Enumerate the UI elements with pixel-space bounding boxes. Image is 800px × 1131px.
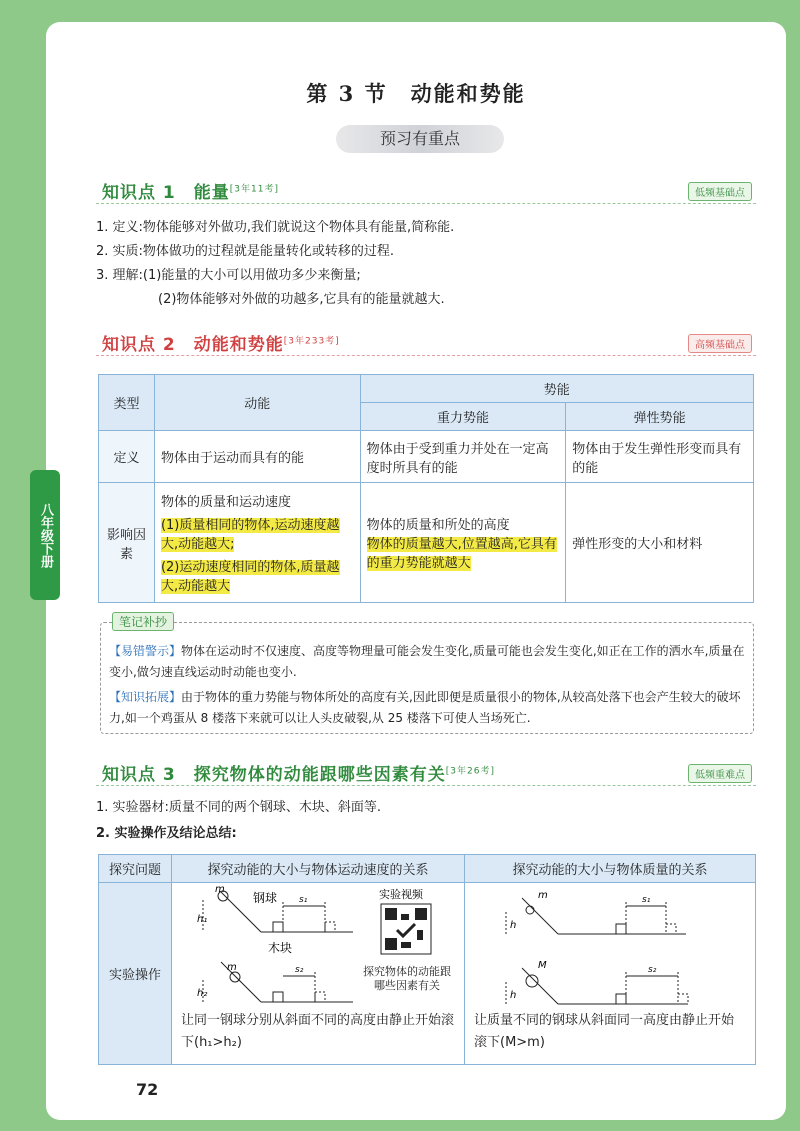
row-definition-label: 定义 — [99, 431, 155, 483]
speed-experiment-cell — [172, 883, 465, 1065]
speed-description: 让同一钢球分别从斜面不同的高度由静止开始滚下(h₁>h₂) — [181, 1013, 455, 1050]
kinetic-factors — [154, 483, 360, 603]
divider — [96, 202, 756, 204]
svg-text:s₁: s₁ — [642, 895, 651, 905]
svg-text:m: m — [227, 962, 237, 973]
energy-types-table — [98, 374, 754, 603]
kp1-exam-count: [3年11考] — [229, 184, 279, 195]
kp2-tag: 高频基础点 — [688, 334, 752, 353]
note-tag: 笔记补抄 — [112, 612, 174, 631]
grade-side-tab[interactable]: 八年级下册 — [30, 470, 60, 600]
elastic-factors: 弹性形变的大小和材料 — [566, 483, 754, 603]
svg-text:m: m — [538, 890, 548, 901]
header-potential: 势能 — [360, 375, 753, 403]
gravity-factors — [360, 483, 566, 603]
svg-text:m: m — [215, 884, 225, 895]
page-number: 72 — [136, 1080, 159, 1099]
svg-text:s₁: s₁ — [299, 895, 308, 905]
kp3-tag: 低频重难点 — [688, 764, 752, 783]
extension-text: 由于物体的重力势能与物体所处的高度有关,因此即便是质量很小的物体,从较高处落下也会产生较大的破坏力,如一个鸡蛋从 8 楼落下来就可以让人头皮破裂,从 25 楼落下可使人当场死亡. — [109, 690, 741, 725]
header-speed: 探究动能的大小与物体运动速度的关系 — [172, 855, 465, 883]
qr-title: 实验视频 — [379, 888, 423, 901]
kp1-header — [96, 176, 756, 202]
header-type: 类型 — [99, 375, 155, 431]
kp3-exam-count: [3年26考] — [445, 766, 495, 777]
gravity-factors-main: 物体的质量和所处的高度 — [366, 518, 510, 533]
ball-label: 钢球 — [253, 891, 278, 905]
qr-caption: 探究物体的动能跟哪些因素有关 — [363, 965, 451, 992]
svg-text:h: h — [510, 920, 517, 931]
kp2-exam-count: [3年233考] — [283, 336, 340, 347]
kp1-line-3: 3. 理解:(1)能量的大小可以用做功多少来衡量; — [96, 268, 361, 283]
gravity-definition: 物体由于受到重力并处在一定高度时所具有的能 — [360, 431, 566, 483]
kp3-line-1: 1. 实验器材:质量不同的两个钢球、木块、斜面等. — [96, 800, 382, 815]
kp1-label: 知识点 1 能量 — [102, 183, 230, 203]
note-box — [100, 622, 754, 734]
kp1-line-1: 1. 定义:物体能够对外做功,我们就说这个物体具有能量,简称能. — [96, 220, 455, 235]
header-gravity-potential: 重力势能 — [360, 403, 566, 431]
divider — [96, 354, 756, 356]
kinetic-factors-main: 物体的质量和运动速度 — [160, 495, 291, 510]
divider — [96, 784, 756, 786]
h1-label: h₁ — [197, 914, 208, 925]
extension-tag: 【知识拓展】 — [109, 690, 182, 704]
kp3-header — [96, 758, 756, 784]
mass-description: 让质量不同的钢球从斜面同一高度由静止开始滚下(M>m) — [474, 1013, 735, 1050]
header-question: 探究问题 — [99, 855, 172, 883]
mistake-warning-tag: 【易错警示】 — [109, 644, 182, 658]
svg-text:h: h — [510, 990, 517, 1001]
experiment-table — [98, 854, 756, 1065]
kp1-tag: 低频基础点 — [688, 182, 752, 201]
header-kinetic: 动能 — [154, 375, 360, 431]
mass-experiment-cell — [465, 883, 756, 1065]
kinetic-factors-2: (2)运动速度相同的物体,质量越大,动能越大 — [160, 560, 340, 594]
kp1-line-4: (2)物体能够对外做的功越多,它具有的能量就越大. — [158, 292, 445, 307]
row-operation-label: 实验操作 — [99, 883, 172, 1065]
header-mass: 探究动能的大小与物体质量的关系 — [465, 855, 756, 883]
h2-label: h₂ — [197, 988, 208, 999]
svg-text:s₂: s₂ — [648, 965, 657, 975]
kp1-line-2: 2. 实质:物体做功的过程就是能量转化或转移的过程. — [96, 244, 395, 259]
svg-text:s₂: s₂ — [295, 965, 304, 975]
textbook-page — [46, 22, 786, 1120]
kp2-label: 知识点 2 动能和势能 — [102, 335, 284, 355]
block — [273, 922, 283, 932]
mistake-warning-text: 物体在运动时不仅速度、高度等物理量可能会发生变化,质量可能也会发生变化,如正在工作的洒水车,质量在变小,做匀速直线运动时动能也变小. — [109, 644, 745, 679]
block-label: 木块 — [268, 941, 293, 955]
mass-experiment-figure — [466, 884, 754, 1006]
gravity-factors-detail: 物体的质量越大,位置越高,它具有的重力势能就越大 — [366, 537, 557, 571]
preview-banner: 预习有重点 — [336, 125, 504, 153]
elastic-definition: 物体由于发生弹性形变而具有的能 — [566, 431, 754, 483]
header-elastic-potential: 弹性势能 — [566, 403, 754, 431]
kinetic-factors-1: (1)质量相同的物体,运动速度越大,动能越大; — [160, 518, 340, 552]
kp3-label: 知识点 3 探究物体的动能跟哪些因素有关 — [102, 765, 446, 785]
kinetic-definition: 物体由于运动而具有的能 — [154, 431, 360, 483]
kp2-header — [96, 328, 756, 354]
kp1-content — [96, 218, 756, 310]
section-title: 第 3 节 动能和势能 — [306, 81, 526, 106]
svg-text:M: M — [538, 960, 547, 971]
kp3-line-2: 2. 实验操作及结论总结: — [96, 826, 237, 841]
row-factors-label: 影响因素 — [99, 483, 155, 603]
